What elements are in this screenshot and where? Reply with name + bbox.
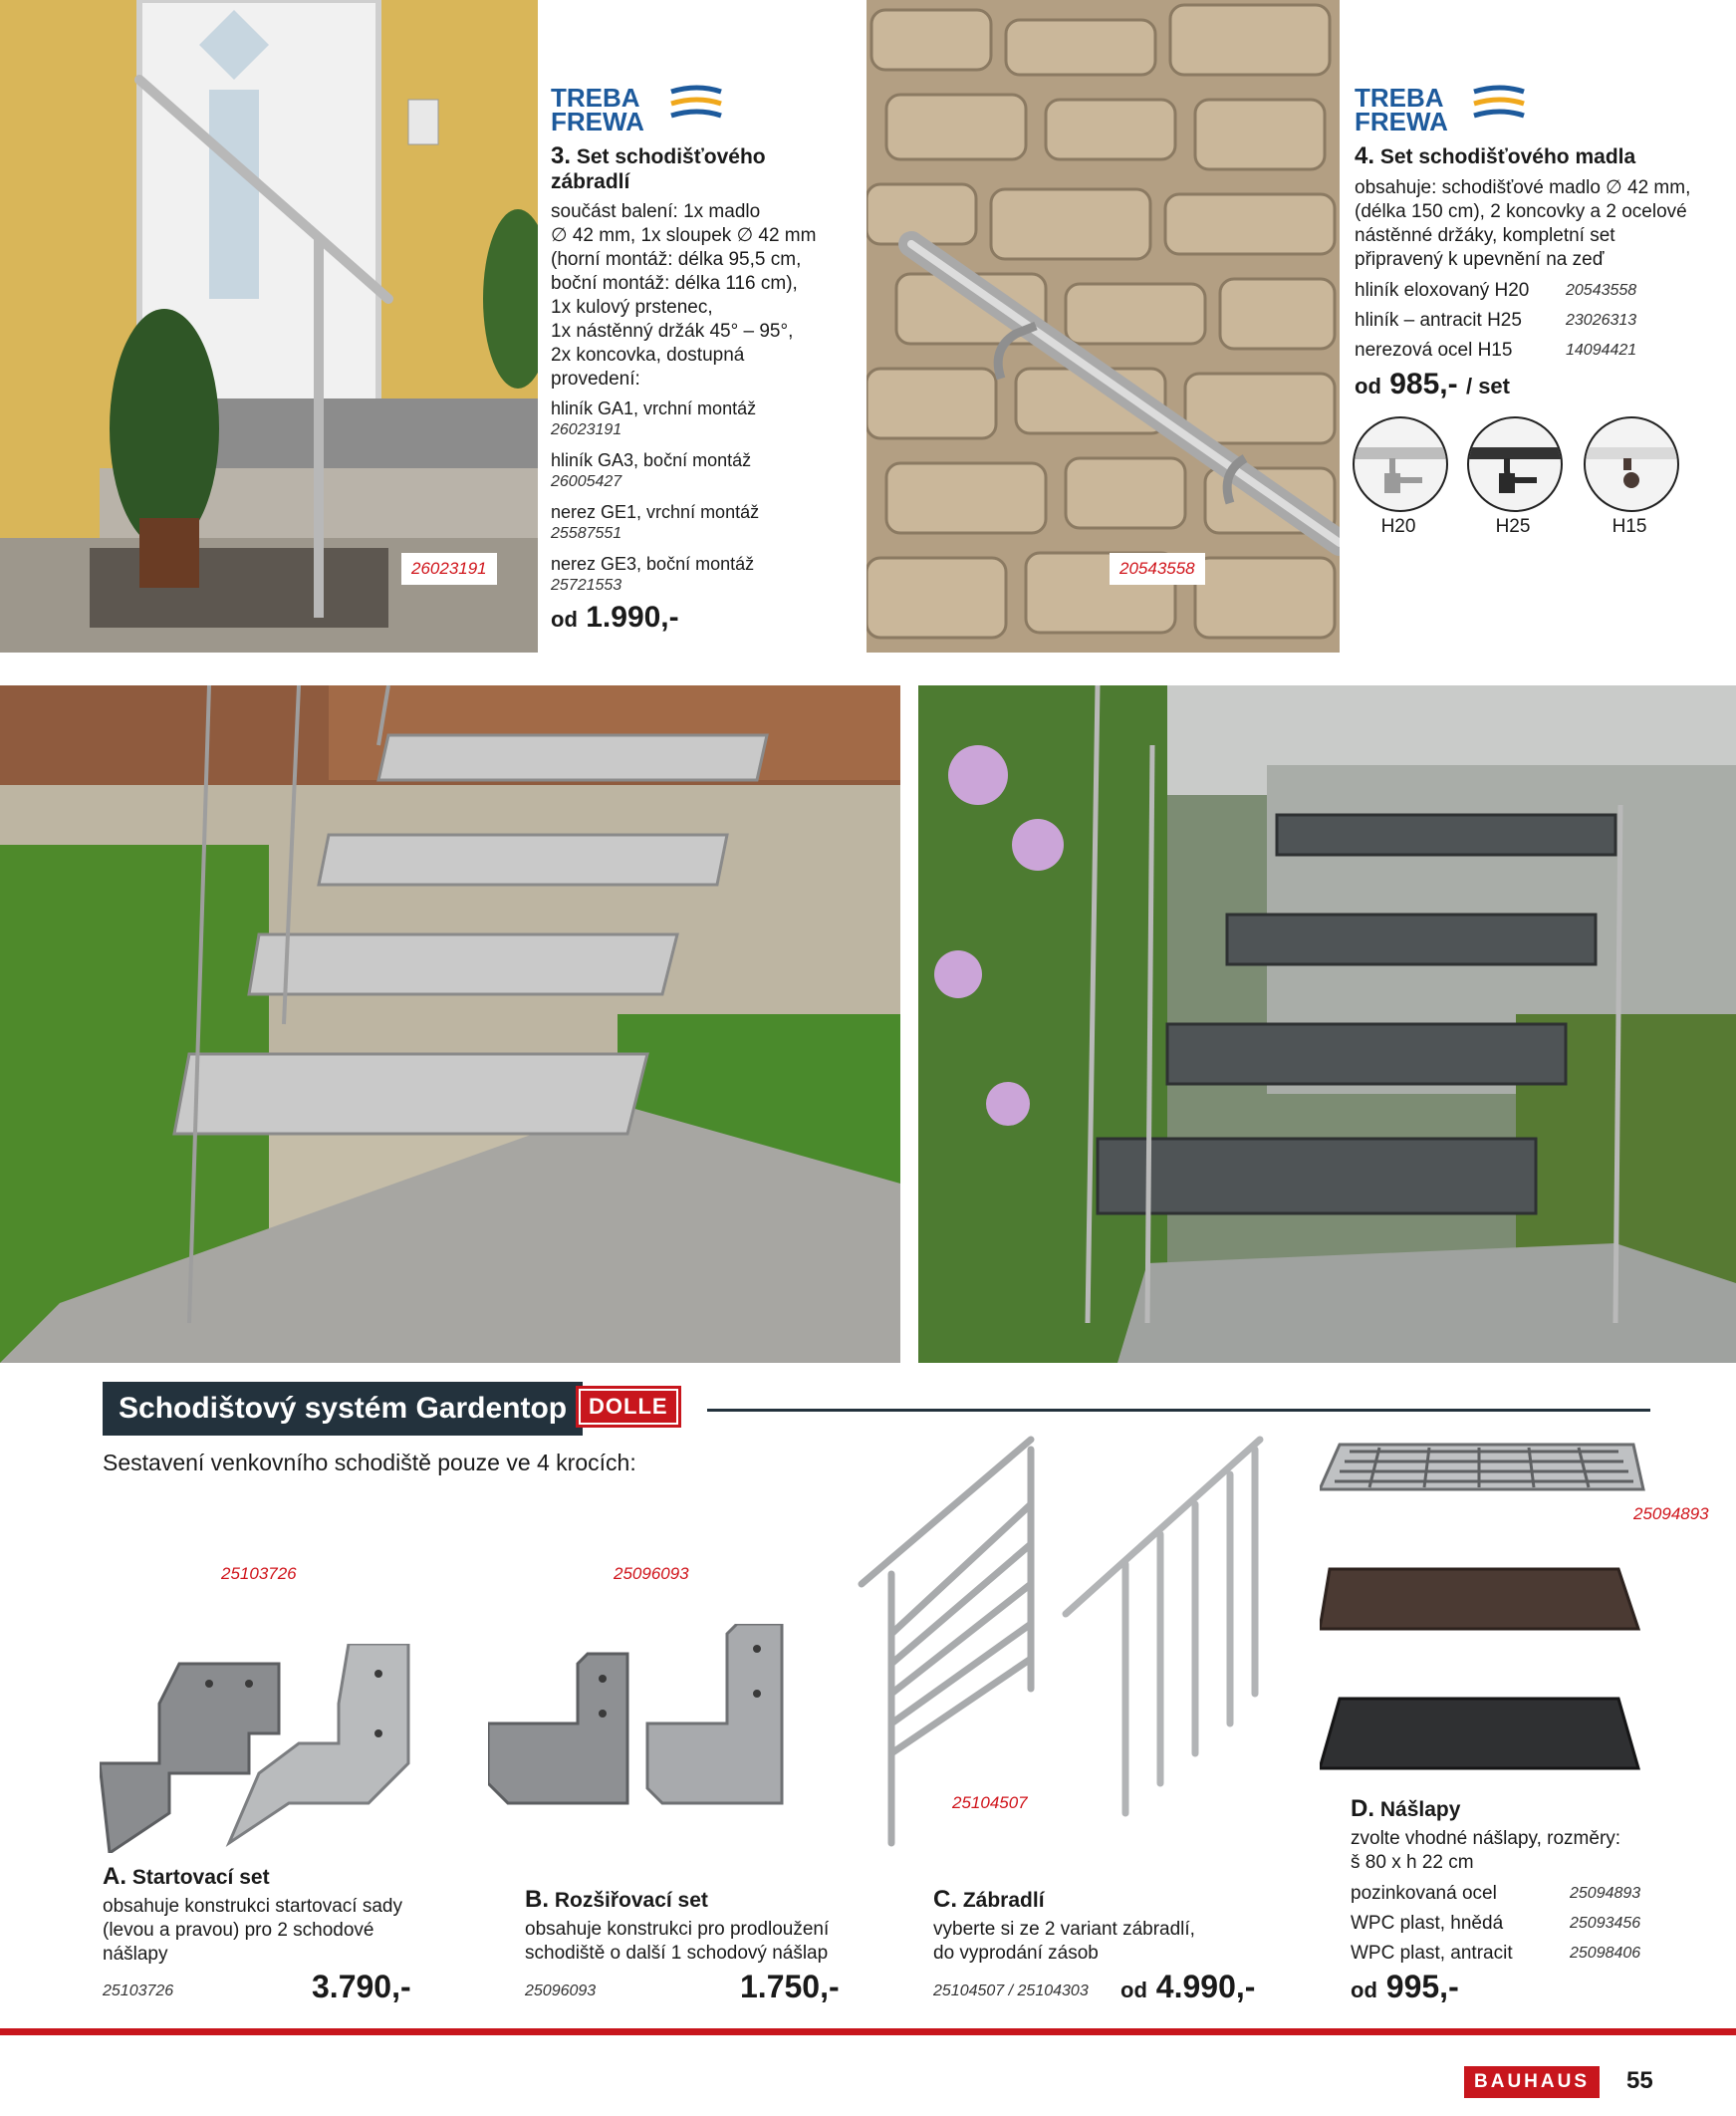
- product4-price: od 985,- / set: [1355, 368, 1510, 400]
- item-code-tag: 25096093: [614, 1564, 689, 1583]
- page-number: 55: [1626, 2067, 1653, 2094]
- item-a-info: [103, 1863, 431, 1967]
- item-c-info: [933, 1886, 1292, 1966]
- brand-waves-icon: [667, 84, 723, 128]
- railing-variants-illustration: [857, 1435, 1275, 1853]
- item-a-code: 25103726: [103, 1983, 174, 1999]
- item-b-price: 1.750,-: [740, 1969, 840, 2004]
- handrail-swatch-icon: [1469, 418, 1561, 510]
- variant-row: pozinkovaná ocel 25094893: [1351, 1883, 1641, 1904]
- item-a-price: 3.790,-: [312, 1969, 411, 2004]
- footer-red-bar: [0, 2028, 1736, 2035]
- item-d-title: D. Nášlapy: [1351, 1795, 1461, 1822]
- handrail-swatch-icon: [1355, 418, 1446, 510]
- variant-row: hliník – antracit H25 23026313: [1355, 310, 1637, 331]
- product3-description: součást balení: 1x madlo ∅ 42 mm, 1x sloupek ∅ 42 mm (horní montáž: délka 95,5 cm, boční montáž: délka 116 cm), 1x kulový prstenec, 1x nástěnný držák 45° – 95°, 2x koncovka, dostupná provedení:: [551, 201, 817, 390]
- variant-code: 26005427: [551, 473, 622, 490]
- photo-code-tag: 26023191: [401, 553, 497, 585]
- item-code-tag: 25104507: [952, 1793, 1028, 1812]
- section-subtitle: Sestavení venkovního schodiště pouze ve 4 krocích:: [103, 1450, 636, 1475]
- product4-variants: [1355, 276, 1723, 366]
- brand-waves-icon: [1470, 84, 1526, 128]
- section-rule: [707, 1409, 1650, 1412]
- item-c-price: od 4.990,-: [1120, 1969, 1256, 2004]
- variant-row: nerezová ocel H15 14094421: [1355, 340, 1637, 361]
- treba-frewa-logo: TREBA FREWA: [551, 83, 644, 136]
- bauhaus-logo: BAUHAUS: [1464, 2066, 1600, 2098]
- item-b-code: 25096093: [525, 1983, 597, 1999]
- swatch-h25: [1467, 416, 1563, 512]
- swatch-label: H25: [1495, 516, 1531, 537]
- item-a-title: A. Startovací set: [103, 1863, 270, 1890]
- item-b-description: obsahuje konstrukci pro prodloužení schodiště o další 1 schodový nášlap: [525, 1919, 830, 1964]
- section-title: Schodištový systém Gardentop: [103, 1382, 583, 1436]
- photo-wall-handrail: [867, 0, 1340, 653]
- photo-anthracite-stairs: [918, 685, 1736, 1363]
- variant-name: nerez GE1, vrchní montáž: [551, 502, 760, 522]
- treba-frewa-logo: TREBA FREWA: [1355, 83, 1448, 136]
- variant-name: hliník GA3, boční montáž: [551, 450, 752, 470]
- variant-code: 26023191: [551, 421, 622, 438]
- product4-info: [1355, 142, 1723, 401]
- variant-row: WPC plast, hnědá 25093456: [1351, 1913, 1641, 1934]
- item-d-variants: [1351, 1879, 1729, 1969]
- product4-description: obsahuje: schodišťové madlo ∅ 42 mm, (délka 150 cm), 2 koncovky a 2 ocelové nástěnné držáky, kompletní set připravený k upevnění na zeď: [1355, 177, 1691, 270]
- variant-name: hliník GA1, vrchní montáž: [551, 398, 757, 418]
- item-d-description: zvolte vhodné nášlapy, rozměry: š 80 x h 22 cm: [1351, 1828, 1621, 1873]
- handrail-swatch-icon: [1586, 418, 1677, 510]
- anthracite-stairs-illustration: [918, 685, 1736, 1363]
- wall-handrail-illustration: [867, 0, 1340, 653]
- swatch-h20: [1353, 416, 1448, 512]
- variant-code: 25721553: [551, 577, 622, 594]
- item-b-info: [525, 1886, 883, 1966]
- variant-name: nerez GE3, boční montáž: [551, 554, 755, 574]
- item-c-title: C. Zábradlí: [933, 1886, 1045, 1913]
- product3-info: [551, 142, 850, 635]
- treads-illustration: [1320, 1440, 1648, 1778]
- variant-row: WPC plast, antracit 25098406: [1351, 1943, 1641, 1964]
- variant-code: 25587551: [551, 525, 622, 542]
- extension-set-bracket-illustration: [488, 1624, 817, 1823]
- item-c-code: 25104507 / 25104303: [933, 1983, 1089, 1999]
- item-a-description: obsahuje konstrukci startovací sady (levou a pravou) pro 2 schodové nášlapy: [103, 1896, 402, 1965]
- variant-row: hliník eloxovaný H20 20543558: [1355, 280, 1637, 301]
- steel-stairs-illustration: [0, 685, 900, 1363]
- photo-steel-stairs: [0, 685, 900, 1363]
- item-b-title: B. Rozšiřovací set: [525, 1886, 708, 1913]
- item-d-info: [1351, 1795, 1729, 1969]
- product3-title: 3. Set schodišťového zábradlí: [551, 142, 766, 193]
- swatch-label: H15: [1612, 516, 1647, 537]
- item-c-description: vyberte si ze 2 variant zábradlí, do vyprodání zásob: [933, 1919, 1195, 1964]
- swatch-h15: [1584, 416, 1679, 512]
- start-set-bracket-illustration: [100, 1644, 428, 1853]
- photo-code-tag: 20543558: [1110, 553, 1205, 585]
- dolle-logo: DOLLE: [576, 1386, 681, 1428]
- product4-title: 4. Set schodišťového madla: [1355, 142, 1636, 169]
- swatch-label: H20: [1380, 516, 1416, 537]
- product3-price: od 1.990,-: [551, 601, 679, 634]
- item-d-price: od 995,-: [1351, 1969, 1459, 2004]
- item-code-tag: 25103726: [221, 1564, 297, 1583]
- item-code-tag: 25094893: [1623, 1498, 1719, 1530]
- product3-variants: [551, 397, 850, 597]
